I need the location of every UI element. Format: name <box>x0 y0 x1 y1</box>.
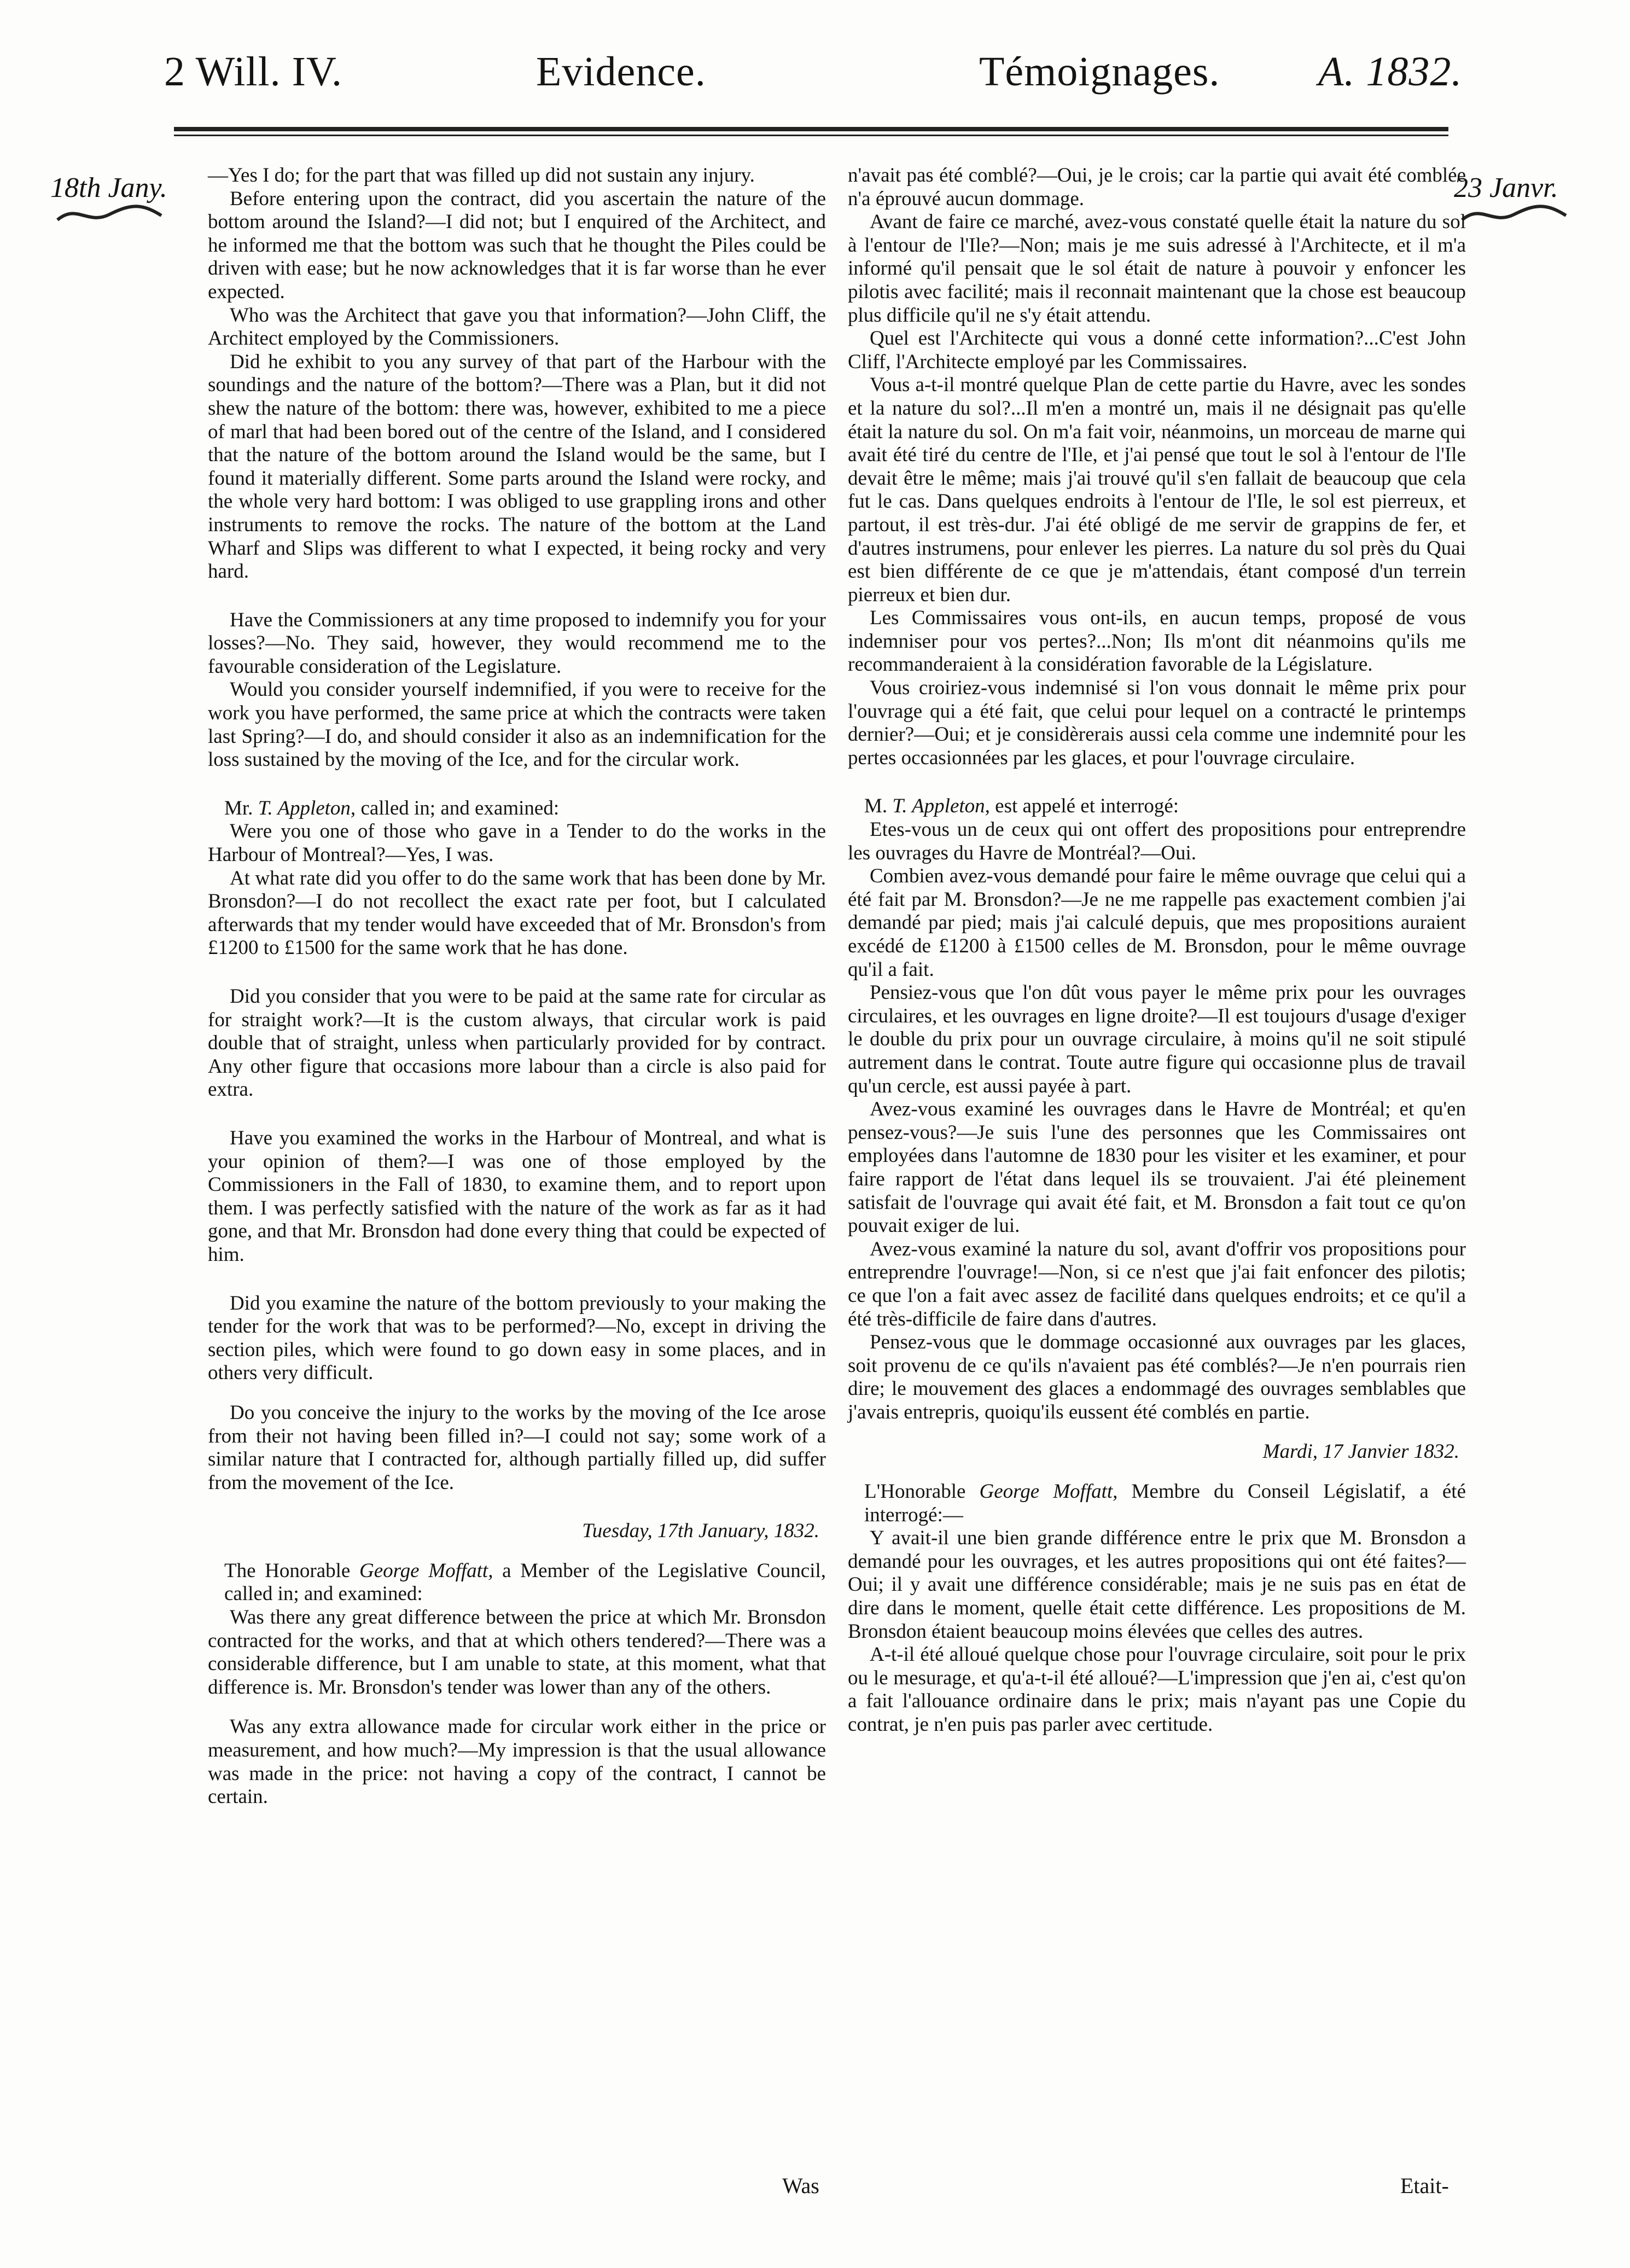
swash-ornament-right <box>1459 203 1569 225</box>
en-paragraph: Have you examined the works in the Harbour of Montreal, and what is your opinion of them?—I was one of those employed by the Commissioners in the Fall of 1830, to examine them, and to report upon them. I was perfectly satisfied with the nature of the work as far as it had gone, and that Mr. Bronsdon had done every thing that could be expected of him. <box>208 1126 826 1266</box>
margin-date-french: 23 Janvr. <box>1454 172 1558 203</box>
en-paragraph: Who was the Architect that gave you that information?—John Cliff, the Architect employed by the Commissioners. <box>208 304 826 350</box>
en-paragraph: Before entering upon the contract, did you ascertain the nature of the bottom around the Island?—I did not; but I enquired of the Architect, and he informed me that the bottom was such that he thought the Piles could be driven with ease; but he now acknowledges that it is far worse than he ever expected. <box>208 187 826 303</box>
fr-paragraph: Vous croiriez-vous indemnisé si l'on vous donnait le même prix pour l'ouvrage qui a été fait, que celui pour lequel on a contracté le printemps dernier?—Oui; et je considèrerais aussi cela comme une indemnité pour les pertes occasionnées par les glaces, et pour l'ouvrage circulaire. <box>848 677 1466 769</box>
en-witness-prefix: The Honorable <box>224 1559 360 1582</box>
fr-paragraph: A-t-il été alloué quelque chose pour l'ouvrage circulaire, soit pour le prix ou le mesurage, et qu'a-t-il été alloué?—L'impression que j'en ai, c'est qu'on a fait l'allouance ordinaire dans le prix; mais n'ayant pas une Copie du contrat, je n'en puis pas parler avec certitude. <box>848 1643 1466 1736</box>
fr-witness-suffix: est appelé et interrogé: <box>989 795 1179 818</box>
en-paragraph: Were you one of those who gave in a Tender to do the works in the Harbour of Montreal?—Yes, I was. <box>208 820 826 867</box>
fr-paragraph: Avez-vous examiné la nature du sol, avant d'offrir vos propositions pour entreprendre l'ouvrage!—Non, si ce n'est que j'ai fait enfoncer des pilotis; ce que l'on a fait avec assez de facilité dans quelques endroits; et ce qu'il a été très-difficile de faire dans d'autres. <box>848 1237 1466 1330</box>
en-paragraph: Would you consider yourself indemnified, if you were to receive for the work you have performed, the same price at which the contracts were taken last Spring?—I do, and should consider it also as an indemnification for the loss sustained by the moving of the Ice, and for the circular work. <box>208 678 826 771</box>
english-column <box>208 164 826 1809</box>
en-paragraph: Did you examine the nature of the bottom previously to your making the tender for the work that was to be performed?—No, except in driving the section piles, which were found to go down easy in some places, and in others very difficult. <box>208 1292 826 1385</box>
en-witness-suffix: a Member of the Legislative Council, called in; and examined: <box>224 1559 826 1606</box>
catchword-english: Was <box>782 2173 819 2198</box>
fr-witness-prefix: M. <box>864 795 893 818</box>
en-paragraph: Have the Commissioners at any time proposed to indemnify you for your losses?—No. They said, however, they would recommend me to the favourable consideration of the Legislature. <box>208 608 826 678</box>
fr-paragraph: Vous a-t-il montré quelque Plan de cette partie du Havre, avec les sondes et la nature du sol?...Il m'en a montré un, mais il ne désignait pas qu'elle était la nature du sol. On m'a fait voir, néanmoins, un morceau de marne qui avait été tiré du centre de l'Ile, et j'ai pensé que tout le sol à l'entour de l'Ile devait être le même; mais j'ai trouvé qu'il s'en fallait de beaucoup que cela fut le cas. Dans quelques endroits à l'entour de l'Ile, le sol est pierreux, et partout, il est très-dur. J'ai été obligé de me servir de grappins de fer, et d'autres instrumens, pour enlever les pierres. La nature du sol près du Quai est bien différente de ce que je m'attendais, étant composé d'un terrein pierreux et bien dur. <box>848 374 1466 606</box>
en-witness-heading <box>208 797 826 821</box>
fr-witness-heading <box>848 795 1466 818</box>
en-witness-prefix: Mr. <box>224 796 258 819</box>
en-paragraph: Was there any great difference between the price at which Mr. Bronsdon contracted for the works, and that at which others tendered?—There was a considerable difference, but I am unable to state, at this moment, what that difference is. Mr. Bronsdon's tender was lower than any of the others. <box>208 1606 826 1699</box>
en-paragraph: Was any extra allowance made for circular work either in the price or measurement, and how much?—My impression is that the usual allowance was made in the price: not having a copy of the contract, I cannot be certain. <box>208 1715 826 1808</box>
en-dateline: Tuesday, 17th January, 1832. <box>582 1520 819 1543</box>
en-witness-name: George Moffatt, <box>359 1559 493 1582</box>
fr-paragraph: Avant de faire ce marché, avez-vous constaté quelle était la nature du sol à l'entour de l'Ile?—Non; mais je me suis adressé à l'Architecte, et il m'a informé qu'il pensait que le sol était de nature à pouvoir y enfoncer les pilotis avec facilité; mais il reconnait maintenant que la chose est beaucoup plus difficile qu'il ne s'y était attendu. <box>848 211 1466 327</box>
header-evidence: Evidence. <box>536 49 706 95</box>
fr-witness-name: George Moffatt, <box>979 1480 1118 1503</box>
fr-witness-prefix: L'Honorable <box>864 1480 980 1503</box>
fr-witness-heading <box>848 1480 1466 1527</box>
fr-paragraph: Combien avez-vous demandé pour faire le même ouvrage que celui qui a été fait par M. Bronsdon?—Je ne me rappelle pas exactement combien j'ai demandé par pied; mais j'ai calculé depuis, que mes propositions auraient excédé de £1200 à £1500 celles de M. Bronsdon, pour le même ouvrage qu'il a fait. <box>848 865 1466 981</box>
fr-paragraph: Quel est l'Architecte qui vous a donné cette information?...C'est John Cliff, l'Architecte employé par les Commissaires. <box>848 327 1466 373</box>
header-temoignages: Témoignages. <box>979 49 1220 95</box>
fr-paragraph: Pensiez-vous que l'on dût vous payer le même prix pour les ouvrages circulaires, et les ouvrages en ligne droite?—Il est toujours d'usage d'exiger le double du prix pour un ouvrage circulaire, à moins qu'il ne soit stipulé autrement dans le contrat. Toute autre figure qui occasionne plus de travail qu'un cercle, est aussi payée à part. <box>848 981 1466 1097</box>
fr-paragraph: Pensez-vous que le dommage occasionné aux ouvrages par les glaces, soit provenu de ce qu'ils n'avaient pas été comblés?—Je n'en pourrais rien dire; le mouvement des glaces a endommagé des ouvrages semblables que j'avais entrepris, quoiqu'ils eussent été comblés en partie. <box>848 1331 1466 1423</box>
fr-dateline: Mardi, 17 Janvier 1832. <box>1262 1440 1459 1463</box>
swash-ornament-left <box>55 203 164 225</box>
header-year: A. 1832. <box>1318 49 1463 95</box>
en-paragraph: Did he exhibit to you any survey of that part of the Harbour with the soundings and the nature of the bottom?—There was a Plan, but it did not shew the nature of the bottom: there was, however, exhibited to me a piece of marl that had been bored out of the centre of the Island, and I considered that the nature of the bottom around the Island would be the same, but I found it materially different. Some parts around the Island were rocky, and the whole very hard bottom: I was obliged to use grappling irons and other instruments to remove the rocks. The nature of the bottom at the Land Wharf and Slips was different to what I expected, it being rocky and very hard. <box>208 350 826 583</box>
en-witness-heading <box>208 1560 826 1606</box>
en-paragraph: Do you conceive the injury to the works by the moving of the Ice arose from their not having been filled in?—I could not say; some work of a similar nature that I contracted for, although partially filled up, did suffer from the movement of the Ice. <box>208 1401 826 1494</box>
en-paragraph: At what rate did you offer to do the same work that has been done by Mr. Bronsdon?—I do not recollect the exact rate per foot, but I calculated afterwards that my tender would have exceeded that of Mr. Bronsdon's from £1200 to £1500 for the same work that he has done. <box>208 867 826 959</box>
en-witness-name: T. Appleton, <box>258 796 356 819</box>
fr-witness-name: T. Appleton, <box>892 795 990 818</box>
fr-paragraph: Avez-vous examiné les ouvrages dans le Havre de Montréal; et qu'en pensez-vous?—Je suis l'une des personnes que les Commissaires ont employées dans l'automne de 1830 pour les visiter et les examiner, et pour faire rapport de l'état dans lequel ils se trouvaient. J'ai été pleinement satisfait de l'ouvrage qui avait été fait, et M. Bronsdon a fait tout ce qu'on pouvait exiger de lui. <box>848 1098 1466 1237</box>
french-column <box>848 164 1466 1737</box>
fr-paragraph: Etes-vous un de ceux qui ont offert des propositions pour entreprendre les ouvrages du Havre de Montréal?—Oui. <box>848 818 1466 864</box>
fr-paragraph: Y avait-il une bien grande différence entre le prix que M. Bronsdon a demandé pour les ouvrages, et les autres propositions qui ont été faites?—Oui; il y avait une différence considérable; mais je ne suis pas en état de dire dans le moment, quelle était cette différence. Les propositions de M. Bronsdon étaient beaucoup moins élevées que celles des autres. <box>848 1527 1466 1643</box>
fr-paragraph: n'avait pas été comblé?—Oui, je le crois; car la partie qui avait été comblée n'a éprouvé aucun dommage. <box>848 164 1466 210</box>
en-paragraph: Did you consider that you were to be paid at the same rate for circular as for straight work?—It is the custom always, that circular work is paid double that of straight, unless when particularly provided for by contract. Any other figure that occasions more labour than a circle is also paid for extra. <box>208 985 826 1101</box>
fr-witness-suffix: Membre du Conseil Législatif, a été interrogé:— <box>864 1480 1466 1526</box>
fr-paragraph: Les Commissaires vous ont-ils, en aucun temps, proposé de vous indemniser pour vos pertes?...Non; Ils m'ont dit néanmoins qu'ils me recommanderaient à la considération favorable de la Législature. <box>848 607 1466 676</box>
catchword-french: Etait- <box>1400 2173 1449 2198</box>
running-header <box>0 48 1630 108</box>
en-witness-suffix: called in; and examined: <box>356 796 560 819</box>
header-rule-thick <box>174 127 1448 131</box>
margin-date-english: 18th Jany. <box>50 172 167 203</box>
header-regnal-year: 2 Will. IV. <box>164 49 343 95</box>
en-paragraph: —Yes I do; for the part that was filled up did not sustain any injury. <box>208 164 755 187</box>
header-rule-thin <box>174 135 1448 136</box>
